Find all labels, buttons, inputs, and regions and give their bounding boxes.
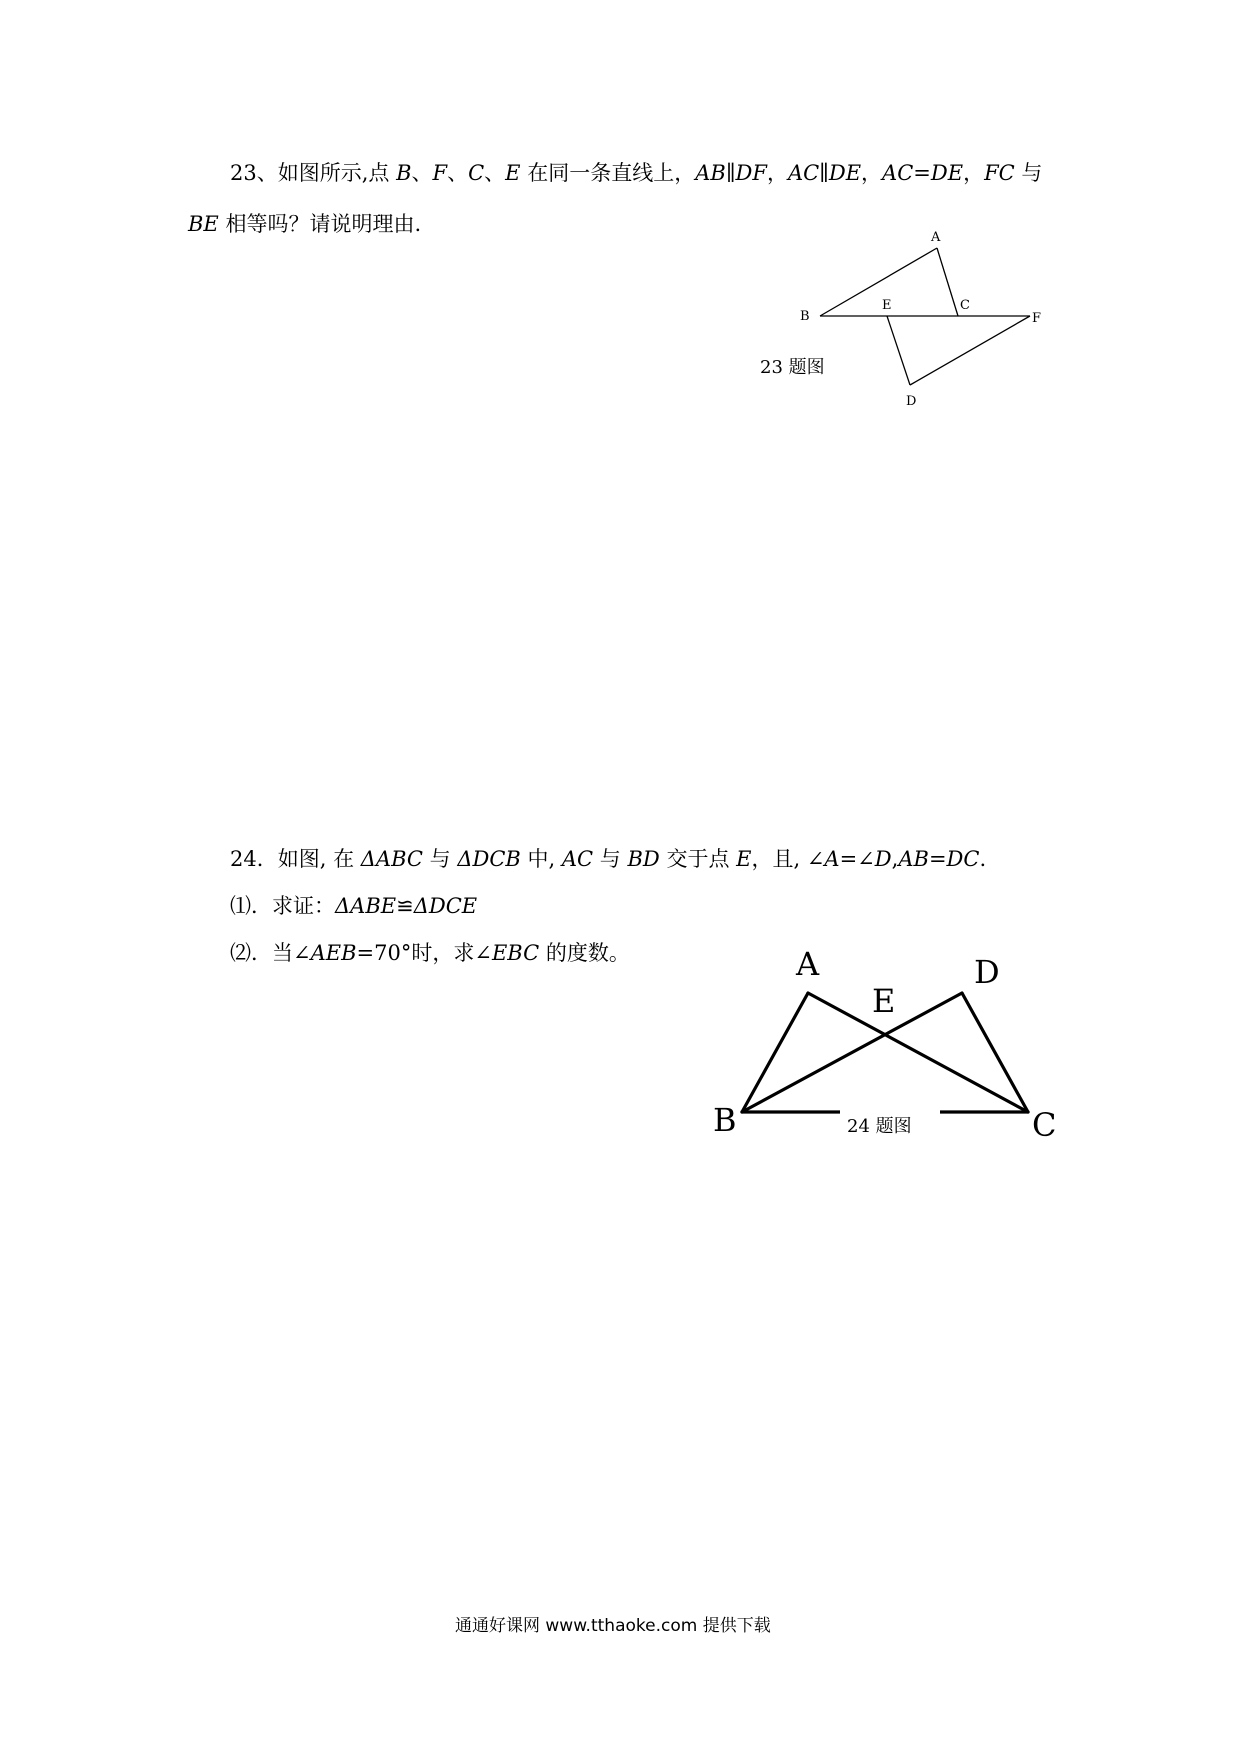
text-segment: 与 [1014,161,1043,185]
text-segment: 在同一条直线上， [520,161,696,185]
label-D: D [906,394,917,409]
math-symbol: ΔABC [360,847,423,871]
math-symbol: DE [828,161,862,185]
q24-subquestion-1 [230,891,477,921]
label-A: A [931,230,941,245]
math-symbol: AC [561,847,594,871]
math-symbol: AB [695,161,726,185]
text-segment: ，且, ∠ [751,847,825,871]
math-symbol: AEB [310,941,357,965]
text-segment: = [928,847,947,871]
text-segment: =70°时，求∠ [356,941,492,965]
q24-text-line-1 [230,844,986,874]
math-symbol: E [736,847,752,871]
label-B: B [713,1101,737,1139]
math-symbol: BE [188,212,219,236]
math-symbol: ΔDCE [413,894,478,918]
label-A: A [796,945,820,983]
text-segment: 与 [422,847,458,871]
text-segment: 、 [484,161,506,185]
text-segment: 交于点 [659,847,737,871]
text-segment: ⑵．当∠ [230,941,311,965]
label-E: E [872,982,896,1020]
q24-subquestion-2 [230,938,630,968]
page-footer: 通通好课网 www.tthaoke.com 提供下载 [455,1616,771,1636]
math-symbol: AC [787,161,820,185]
math-symbol: DC [946,847,980,871]
q23-figure-caption: 23 题图 [760,357,825,378]
math-symbol: ΔDCB [457,847,521,871]
text-segment: 23、如图所示,点 [230,161,397,185]
text-segment: ， [861,161,883,185]
math-symbol: AC [882,161,914,185]
math-symbol: DF [735,161,767,185]
math-symbol: D [874,847,892,871]
q23-text-line-2 [188,209,421,239]
math-symbol: B [396,161,412,185]
math-symbol: AB [898,847,929,871]
q24-figure [700,930,1080,1150]
text-segment: ≌ [396,894,414,918]
text-segment: ， [963,161,985,185]
math-symbol: FC [984,161,1015,185]
text-segment: 、 [411,161,433,185]
text-segment: 24．如图, 在 [230,847,361,871]
math-symbol: BD [627,847,660,871]
segment-ED [887,316,910,385]
math-symbol: C [468,161,485,185]
label-F: F [1032,311,1042,326]
text-segment: =∠ [839,847,875,871]
text-segment: ∥ [819,161,829,185]
q24-figure-caption: 24 题图 [847,1116,912,1137]
math-symbol: DE [930,161,964,185]
segment-DF [910,316,1030,385]
text-segment: 相等吗？请说明理由. [218,212,422,236]
text-segment: = [913,161,931,185]
text-segment: 与 [593,847,628,871]
text-segment: 的度数。 [539,941,630,965]
q23-figure [760,220,1060,420]
text-segment: ⑴．求证： [230,894,335,918]
math-symbol: A [824,847,840,871]
text-segment: ， [766,161,788,185]
math-symbol: EBC [491,941,540,965]
label-B: B [800,309,810,324]
label-C: C [960,298,970,313]
text-segment: . [979,847,987,871]
text-segment: 、 [447,161,469,185]
math-symbol: F [432,161,448,185]
text-segment: 中, [520,847,562,871]
label-D: D [974,953,1000,991]
label-C: C [1032,1106,1057,1144]
math-symbol: ΔABE [335,894,397,918]
segment-AC [937,248,958,316]
math-symbol: E [505,161,521,185]
label-E: E [882,298,892,313]
segment-BA [820,248,937,316]
text-segment: ∥ [725,161,736,185]
q23-text-line-1 [230,158,1042,188]
text-segment: , [891,847,899,871]
